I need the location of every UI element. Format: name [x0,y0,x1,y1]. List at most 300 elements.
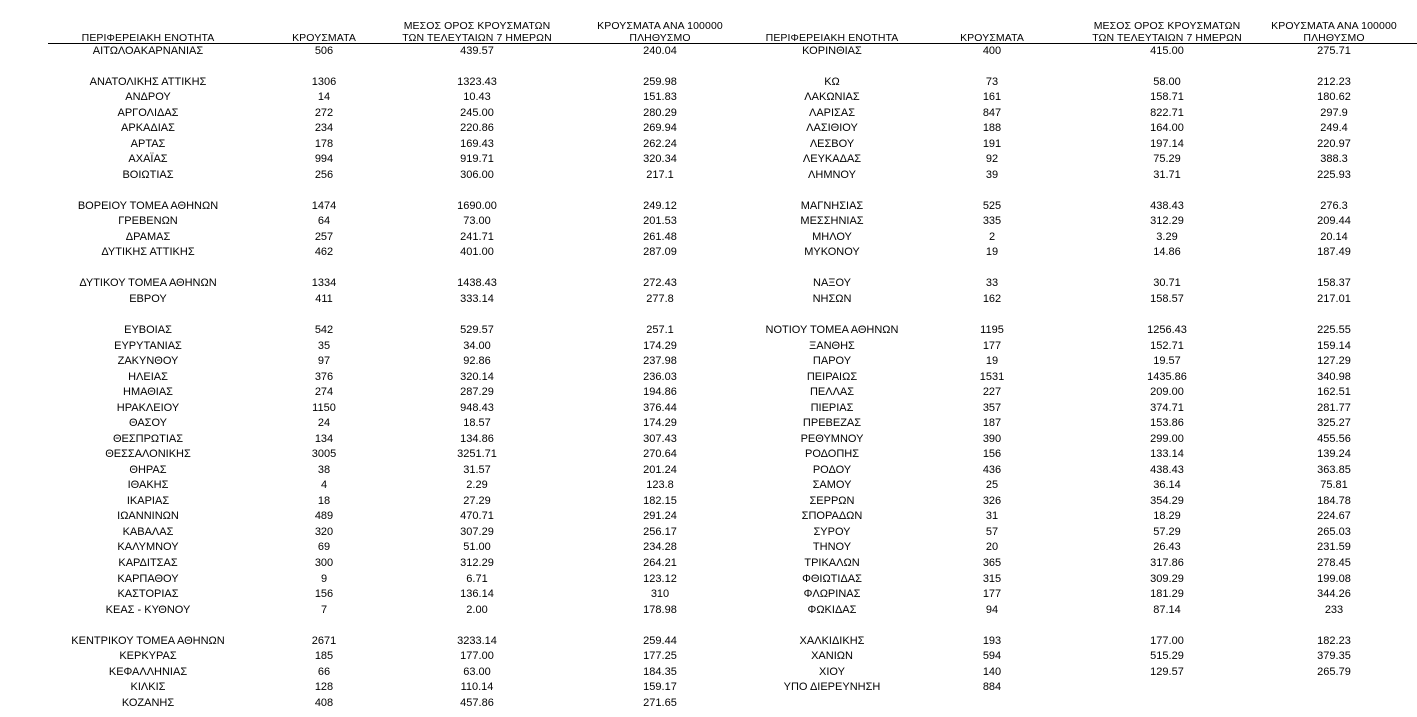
cases-per-100k-cell: 278.45 [1317,556,1351,569]
table-row [712,416,1417,430]
cases-per-100k-cell: 184.35 [643,665,677,678]
cases-cell: 411 [315,292,333,305]
table-row [0,447,712,461]
seven-day-average-cell: 27.29 [463,494,491,507]
cases-per-100k-cell: 199.08 [1317,572,1351,585]
cases-per-100k-cell: 194.86 [643,386,677,399]
region-name-cell: ΣΥΡΟΥ [813,525,851,538]
cases-cell: 1150 [312,401,336,414]
region-name-cell: ΑΡΚΑΔΙΑΣ [121,122,175,135]
cases-per-100k-cell: 123.12 [643,572,677,585]
cases-cell: 594 [982,650,1002,663]
table-row [0,572,712,586]
table-row [0,696,712,710]
header-seven-day-average [1072,14,1262,44]
cases-per-100k-cell: 174.29 [643,417,677,430]
cases-cell: 94 [985,603,999,616]
cases-per-100k-cell: 249.12 [643,199,677,212]
seven-day-average-cell: 2.00 [466,603,488,616]
cases-per-100k-cell: 225.55 [1317,324,1351,337]
region-name-cell: ΜΥΚΟΝΟΥ [804,246,860,259]
seven-day-average-cell: 948.43 [460,401,494,414]
cases-cell: 39 [985,168,999,181]
table-row [0,323,712,337]
cases-per-100k-cell: 182.23 [1317,634,1351,647]
region-name-cell: ΠΑΡΟΥ [812,355,852,368]
cases-per-100k-cell: 376.44 [643,401,677,414]
region-name-cell: ΚΑΣΤΟΡΙΑΣ [117,588,179,601]
seven-day-average-cell: 1323.43 [457,75,497,88]
seven-day-average-cell: 312.29 [460,556,494,569]
region-name-cell: ΧΙΟΥ [819,665,845,678]
region-name-cell: ΔΡΑΜΑΣ [125,230,171,243]
cases-cell: 178 [314,137,334,150]
seven-day-average-cell: 92.86 [463,355,491,368]
region-name-cell: ΤΡΙΚΑΛΩΝ [804,556,860,569]
cases-cell: 357 [982,401,1002,414]
cases-cell: 525 [982,199,1002,212]
table-row [0,168,712,182]
seven-day-average-cell: 415.00 [1150,44,1184,57]
cases-cell: 320 [314,525,334,538]
seven-day-average-cell: 136.14 [460,588,494,601]
region-name-cell: ΚΕΦΑΛΛΗΝΙΑΣ [108,665,188,678]
cases-cell: 365 [982,556,1002,569]
seven-day-average-cell: 153.86 [1150,417,1184,430]
cases-per-100k-cell: 257.1 [646,324,674,337]
seven-day-average-cell: 354.29 [1150,494,1184,507]
table-row [0,90,712,104]
header-seven-day-average [382,14,572,44]
table-row [712,137,1417,151]
cases-cell: 436 [982,463,1002,476]
table-row [712,168,1417,182]
cases-cell: 193 [982,634,1002,647]
table-row [0,680,712,694]
seven-day-average-cell: 57.29 [1153,525,1181,538]
cases-cell: 1474 [311,199,337,212]
region-name-cell: ΑΝΑΤΟΛΙΚΗΣ ΑΤΤΙΚΗΣ [89,75,207,88]
cases-per-100k-cell: 177.25 [643,650,677,663]
table-row [0,556,712,570]
region-name-cell: ΑΝΔΡΟΥ [125,91,171,104]
table-row [0,245,712,259]
seven-day-average-cell: 177.00 [460,650,494,663]
seven-day-average-cell: 241.71 [460,230,494,243]
header-region-unit [717,14,947,44]
region-name-cell: ΓΡΕΒΕΝΩΝ [118,215,178,228]
table-row [712,323,1417,337]
cases-per-100k-cell: 256.17 [643,525,677,538]
cases-cell: 177 [982,339,1002,352]
cases-per-100k-cell: 275.71 [1317,44,1351,57]
cases-per-100k-cell: 234.28 [643,541,677,554]
seven-day-average-cell: 401.00 [460,246,494,259]
cases-cell: 7 [320,603,328,616]
table-row [0,121,712,135]
table-row [712,44,1417,58]
cases-cell: 9 [320,572,328,585]
region-name-cell: ΛΑΡΙΣΑΣ [808,106,855,119]
cases-per-100k-cell: 261.48 [643,230,677,243]
cases-per-100k-cell: 269.94 [643,122,677,135]
table-row [0,587,712,601]
region-name-cell: ΑΙΤΩΛΟΑΚΑΡΝΑΝΙΑΣ [92,44,204,57]
seven-day-average-cell: 3251.71 [457,448,497,461]
cases-per-100k-cell: 259.44 [643,634,677,647]
table-row [0,649,712,663]
table-row [712,199,1417,213]
region-name-cell: ΦΘΙΩΤΙΔΑΣ [802,572,862,585]
cases-cell: 66 [317,665,331,678]
cases-cell: 140 [982,665,1002,678]
header-region-unit-line: ΠΕΡΙΦΕΡΕΙΑΚΗ ΕΝΟΤΗΤΑ [81,32,215,44]
table-row [712,121,1417,135]
table-row [0,152,712,166]
seven-day-average-cell: 63.00 [463,665,491,678]
header-cases-line: ΚΡΟΥΣΜΑΤΑ [960,32,1024,44]
seven-day-average-cell: 10.43 [463,91,491,104]
region-name-cell: ΘΑΣΟΥ [128,417,168,430]
table-row [0,44,712,58]
table-row [712,447,1417,461]
seven-day-average-cell: 3233.14 [457,634,497,647]
table-row [0,354,712,368]
header-cases [269,14,379,44]
seven-day-average-cell: 197.14 [1150,137,1184,150]
region-name-cell: ΠΡΕΒΕΖΑΣ [802,417,862,430]
cases-cell: 38 [317,463,331,476]
table-row [712,603,1417,617]
cases-cell: 14 [317,91,331,104]
region-name-cell: ΛΑΣΙΘΙΟΥ [806,122,858,135]
region-name-cell: ΜΕΣΣΗΝΙΑΣ [800,215,864,228]
cases-per-100k-cell: 174.29 [643,339,677,352]
seven-day-average-cell: 919.71 [460,153,494,166]
cases-per-100k-cell: 217.01 [1317,292,1351,305]
seven-day-average-cell: 34.00 [463,339,491,352]
region-name-cell: ΖΑΚΥΝΘΟΥ [117,355,179,368]
table-row [0,540,712,554]
region-name-cell: ΚΑΡΠΑΘΟΥ [117,572,179,585]
cases-per-100k-cell: 264.21 [643,556,677,569]
region-name-cell: ΙΚΑΡΙΑΣ [126,494,170,507]
region-name-cell: ΚΕΡΚΥΡΑΣ [119,650,177,663]
cases-per-100k-cell: 276.3 [1320,199,1348,212]
table-row [0,401,712,415]
region-name-cell: ΧΑΛΚΙΔΙΚΗΣ [799,634,865,647]
region-name-cell: ΜΗΛΟΥ [812,230,852,243]
seven-day-average-cell: 58.00 [1153,75,1181,88]
cases-per-100k-cell: 379.35 [1317,650,1351,663]
region-name-cell: ΛΑΚΩΝΙΑΣ [804,91,860,104]
cases-cell: 227 [982,386,1002,399]
cases-per-100k-cell: 271.65 [643,696,677,709]
cases-cell: 187 [982,417,1002,430]
seven-day-average-cell: 87.14 [1153,603,1181,616]
seven-day-average-cell: 177.00 [1150,634,1184,647]
seven-day-average-cell: 18.57 [463,417,491,430]
table-row [712,478,1417,492]
cases-cell: 315 [982,572,1002,585]
cases-per-100k-cell: 233 [1324,603,1344,616]
cases-per-100k-cell: 158.37 [1317,277,1351,290]
table-row [712,106,1417,120]
cases-per-100k-cell: 344.26 [1317,588,1351,601]
region-name-cell: ΒΟΡΕΙΟΥ ΤΟΜΕΑ ΑΘΗΝΩΝ [77,199,219,212]
region-name-cell: ΚΑΡΔΙΤΣΑΣ [118,556,178,569]
cases-cell: 69 [317,541,331,554]
cases-per-100k-cell: 259.98 [643,75,677,88]
seven-day-average-cell: 51.00 [463,541,491,554]
seven-day-average-cell: 75.29 [1153,153,1181,166]
header-region-unit [33,14,263,44]
cases-per-100k-cell: 320.34 [643,153,677,166]
seven-day-average-cell: 312.29 [1150,215,1184,228]
seven-day-average-cell: 181.29 [1150,588,1184,601]
table-row [712,385,1417,399]
cases-per-100k-cell: 178.98 [643,603,677,616]
region-name-cell: ΝΗΣΩΝ [812,292,852,305]
seven-day-average-cell: 470.71 [460,510,494,523]
table-row [0,478,712,492]
seven-day-average-cell: 439.57 [460,44,494,57]
region-name-cell: ΡΕΘΥΜΝΟΥ [800,432,864,445]
region-name-cell: ΗΜΑΘΙΑΣ [123,386,173,399]
table-row [0,75,712,89]
region-name-cell: ΘΕΣΠΡΩΤΙΑΣ [112,432,184,445]
seven-day-average-cell: 30.71 [1153,277,1181,290]
cases-cell: 272 [314,106,334,119]
region-name-cell: ΚΟΖΑΝΗΣ [121,696,175,709]
cases-cell: 1531 [979,370,1005,383]
cases-per-100k-cell: 180.62 [1317,91,1351,104]
cases-cell: 1334 [311,277,337,290]
table-row [712,540,1417,554]
region-name-cell: ΘΕΣΣΑΛΟΝΙΚΗΣ [105,448,191,461]
seven-day-average-cell: 307.29 [460,525,494,538]
table-row [0,106,712,120]
cases-cell: 73 [985,75,999,88]
cases-per-100k-cell: 236.03 [643,370,677,383]
seven-day-average-cell: 317.86 [1150,556,1184,569]
seven-day-average-cell: 1690.00 [457,199,497,212]
table-row [712,463,1417,477]
cases-per-100k-cell: 162.51 [1317,386,1351,399]
cases-per-100k-cell: 231.59 [1317,541,1351,554]
cases-cell: 19 [985,246,999,259]
cases-cell: 25 [985,479,999,492]
cases-cell: 994 [314,153,334,166]
cases-cell: 188 [982,122,1002,135]
table-row [712,525,1417,539]
seven-day-average-cell: 1435.86 [1147,370,1187,383]
region-name-cell: ΘΗΡΑΣ [129,463,167,476]
region-name-cell: ΤΗΝΟΥ [812,541,852,554]
region-name-cell: ΕΥΒΟΙΑΣ [124,324,172,337]
seven-day-average-cell: 18.29 [1153,510,1181,523]
cases-cell: 156 [314,588,334,601]
cases-per-100k-cell: 139.24 [1317,448,1351,461]
region-name-cell: ΞΑΝΘΗΣ [809,339,855,352]
cases-cell: 256 [314,168,334,181]
table-row [712,276,1417,290]
region-name-cell: ΚΑΒΑΛΑΣ [122,525,174,538]
seven-day-average-cell: 306.00 [460,168,494,181]
table-row [712,509,1417,523]
region-name-cell: ΔΥΤΙΚΗΣ ΑΤΤΙΚΗΣ [101,246,195,259]
seven-day-average-cell: 209.00 [1150,386,1184,399]
table-row [712,354,1417,368]
seven-day-average-cell: 31.57 [463,463,491,476]
table-row [0,432,712,446]
cases-per-100k-cell: 159.14 [1317,339,1351,352]
header-cases-per-100k [1249,14,1417,44]
region-name-cell: ΕΒΡΟΥ [129,292,167,305]
table-row [712,572,1417,586]
cases-per-100k-cell: 224.67 [1317,510,1351,523]
header-region-unit-line: ΠΕΡΙΦΕΡΕΙΑΚΗ ΕΝΟΤΗΤΑ [765,32,899,44]
seven-day-average-cell: 36.14 [1153,479,1181,492]
cases-cell: 847 [982,106,1002,119]
region-name-cell: ΙΩΑΝΝΙΝΩΝ [117,510,179,523]
region-name-cell: ΛΕΣΒΟΥ [809,137,855,150]
table-row [0,276,712,290]
table-row [712,214,1417,228]
cases-per-100k-cell: 20.14 [1320,230,1348,243]
region-name-cell: ΠΕΙΡΑΙΩΣ [806,370,858,383]
cases-per-100k-cell: 159.17 [643,681,677,694]
cases-cell: 2 [988,230,996,243]
region-name-cell: ΙΘΑΚΗΣ [127,479,169,492]
cases-per-100k-cell: 123.8 [646,479,674,492]
seven-day-average-cell: 220.86 [460,122,494,135]
region-name-cell: ΕΥΡΥΤΑΝΙΑΣ [114,339,182,352]
cases-cell: 35 [317,339,331,352]
table-row [0,230,712,244]
region-name-cell: ΠΙΕΡΙΑΣ [810,401,854,414]
region-name-cell: ΑΡΓΟΛΙΔΑΣ [117,106,179,119]
cases-cell: 462 [314,246,334,259]
table-row [712,587,1417,601]
region-name-cell: ΚΙΛΚΙΣ [130,681,166,694]
table-row [712,432,1417,446]
table-row [712,75,1417,89]
cases-cell: 19 [985,355,999,368]
table-row [712,556,1417,570]
cases-per-100k-cell: 340.98 [1317,370,1351,383]
cases-cell: 191 [982,137,1002,150]
cases-per-100k-cell: 201.24 [643,463,677,476]
cases-per-100k-cell: 272.43 [643,277,677,290]
seven-day-average-cell: 129.57 [1150,665,1184,678]
cases-per-100k-cell: 217.1 [646,168,674,181]
seven-day-average-cell: 457.86 [460,696,494,709]
seven-day-average-cell: 3.29 [1156,230,1178,243]
table-row [712,152,1417,166]
cases-cell: 1306 [311,75,337,88]
cases-cell: 24 [317,417,331,430]
seven-day-average-cell: 309.29 [1150,572,1184,585]
cases-cell: 18 [317,494,331,507]
cases-per-100k-cell: 237.98 [643,355,677,368]
cases-cell: 3005 [311,448,337,461]
cases-cell: 335 [982,215,1002,228]
seven-day-average-cell: 529.57 [460,324,494,337]
cases-per-100k-cell: 240.04 [643,44,677,57]
header-cases-per-100k-line: ΚΡΟΥΣΜΑΤΑ ΑΝΑ 100000 [597,20,723,32]
header-seven-day-average-line: ΜΕΣΟΣ ΟΡΟΣ ΚΡΟΥΣΜΑΤΩΝ [1093,20,1241,32]
cases-per-100k-cell: 151.83 [643,91,677,104]
header-underline [48,43,1417,44]
cases-per-100k-cell: 281.77 [1317,401,1351,414]
seven-day-average-cell: 1256.43 [1147,324,1187,337]
header-seven-day-average-line: ΜΕΣΟΣ ΟΡΟΣ ΚΡΟΥΣΜΑΤΩΝ [403,20,551,32]
cases-cell: 300 [314,556,334,569]
cases-cell: 2671 [311,634,337,647]
region-name-cell: ΝΟΤΙΟΥ ΤΟΜΕΑ ΑΘΗΝΩΝ [765,324,899,337]
cases-cell: 161 [982,91,1002,104]
cases-per-100k-cell: 182.15 [643,494,677,507]
cases-cell: 64 [317,215,331,228]
seven-day-average-cell: 299.00 [1150,432,1184,445]
table-row [0,525,712,539]
region-name-cell: ΚΑΛΥΜΝΟΥ [117,541,179,554]
region-name-cell: ΠΕΛΛΑΣ [809,386,855,399]
region-name-cell: ΑΡΤΑΣ [130,137,166,150]
header-cases-per-100k-line: ΚΡΟΥΣΜΑΤΑ ΑΝΑ 100000 [1271,20,1397,32]
table-row [0,199,712,213]
region-name-cell: ΜΑΓΝΗΣΙΑΣ [800,199,864,212]
seven-day-average-cell: 26.43 [1153,541,1181,554]
table-row [0,339,712,353]
cases-per-100k-cell: 249.4 [1320,122,1348,135]
cases-per-100k-cell: 307.43 [643,432,677,445]
seven-day-average-cell: 374.71 [1150,401,1184,414]
cases-cell: 4 [320,479,328,492]
table-row [712,401,1417,415]
table-row [0,137,712,151]
region-name-cell: ΡΟΔΟΥ [812,463,852,476]
cases-cell: 489 [314,510,334,523]
table-row [0,463,712,477]
table-row [0,634,712,648]
table-row [0,292,712,306]
cases-per-100k-cell: 75.81 [1320,479,1348,492]
cases-cell: 542 [314,324,334,337]
seven-day-average-cell: 134.86 [460,432,494,445]
cases-per-100k-cell: 265.03 [1317,525,1351,538]
region-name-cell: ΣΕΡΡΩΝ [809,494,855,507]
region-name-cell: ΚΕΝΤΡΙΚΟΥ ΤΟΜΕΑ ΑΘΗΝΩΝ [71,634,225,647]
region-name-cell: ΝΑΞΟΥ [813,277,851,290]
cases-cell: 390 [982,432,1002,445]
seven-day-average-cell: 438.43 [1150,199,1184,212]
seven-day-average-cell: 158.57 [1150,292,1184,305]
seven-day-average-cell: 822.71 [1150,106,1184,119]
header-seven-day-average-line: ΤΩΝ ΤΕΛΕΥΤΑΙΩΝ 7 ΗΜΕΡΩΝ [1092,32,1242,44]
cases-per-100k-cell: 220.97 [1317,137,1351,150]
seven-day-average-cell: 110.14 [460,681,494,694]
cases-per-100k-cell: 209.44 [1317,215,1351,228]
cases-per-100k-cell: 287.09 [643,246,677,259]
region-name-cell: ΦΩΚΙΔΑΣ [807,603,857,616]
seven-day-average-cell: 320.14 [460,370,494,383]
seven-day-average-cell: 6.71 [466,572,488,585]
table-row [0,665,712,679]
seven-day-average-cell: 133.14 [1150,448,1184,461]
cases-cell: 408 [314,696,334,709]
